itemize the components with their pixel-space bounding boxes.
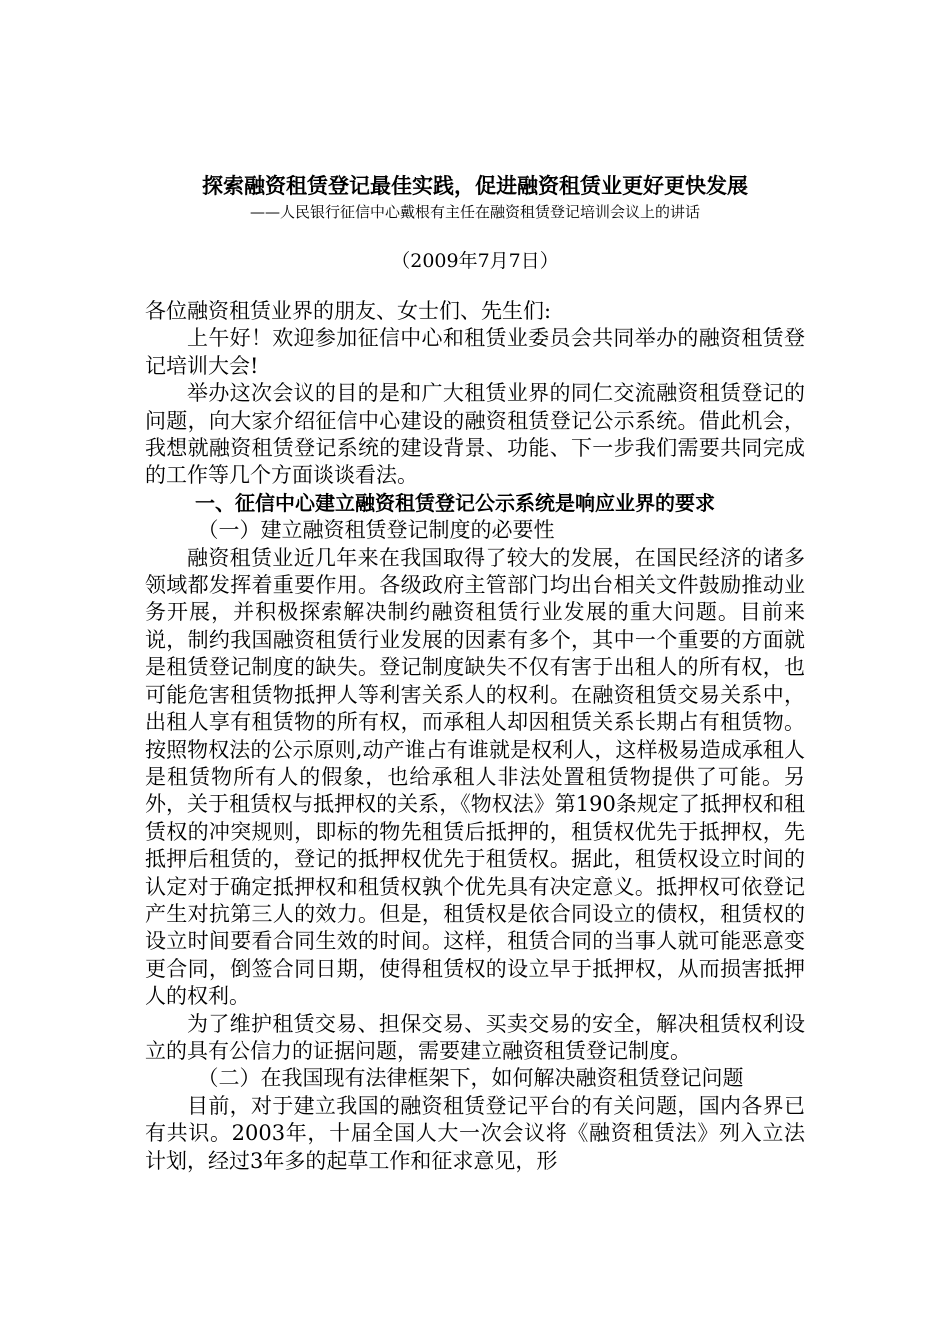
section-heading-1: 一、征信中心建立融资租赁登记公示系统是响应业界的要求: [195, 490, 715, 515]
salutation: 各位融资租赁业界的朋友、女士们、先生们:: [145, 299, 552, 323]
document-subtitle: ——人民银行征信中心戴根有主任在融资租赁登记培训会议上的讲话: [249, 203, 700, 221]
paragraph-consensus: 目前，对于建立我国的融资租赁登记平台的有关问题，国内各界已有共识。2003年，十届全国人大一次会议将《融资租赁法》列入立法计划，经过3年多的起草工作和征求意见，形: [145, 1093, 805, 1173]
subsection-heading-2: （二）在我国现有法律框架下，如何解决融资租赁登记问题: [197, 1066, 744, 1091]
speech-date: （2009年7月7日）: [391, 250, 559, 272]
paragraph-conclusion: 为了维护租赁交易、担保交易、买卖交易的安全，解决租赁权利设立的具有公信力的证据问题，需要建立融资租赁登记制度。: [145, 1011, 805, 1063]
document-title: 探索融资租赁登记最佳实践，促进融资租赁业更好更快发展: [202, 174, 748, 198]
paragraph-purpose: 举办这次会议的目的是和广大租赁业界的同仁交流融资租赁登记的问题，向大家介绍征信中心建设的融资租赁登记公示系统。借此机会，我想就融资租赁登记系统的建设背景、功能、下一步我们需要共同完成的工作等几个方面谈谈看法。: [145, 381, 805, 488]
subsection-heading-1: （一）建立融资租赁登记制度的必要性: [197, 518, 555, 543]
document-body: [145, 298, 805, 1175]
paragraph-greeting: 上午好！欢迎参加征信中心和租赁业委员会共同举办的融资租赁登记培训大会!: [145, 326, 805, 378]
paragraph-necessity: 融资租赁业近几年来在我国取得了较大的发展，在国民经济的诸多领域都发挥着重要作用。各级政府主管部门均出台相关文件鼓励推动业务开展，并积极探索解决制约融资租赁行业发展的重大问题。目前来说，制约我国融资租赁行业发展的因素有多个，其中一个重要的方面就是租赁登记制度的缺失。登记制度缺失不仅有害于出租人的所有权，也可能危害租赁物抵押人等利害关系人的权利。在融资租赁交易关系中，出租人享有租赁物的所有权，而承租人却因租赁关系长期占有租赁物。按照物权法的公示原则,动产谁占有谁就是权利人，这样极易造成承租人是租赁物所有人的假象，也给承租人非法处置租赁物提供了可能。另外，关于租赁权与抵押权的关系，《物权法》第190条规定了抵押权和租赁权的冲突规则，即标的物先租赁后抵押的，租赁权优先于抵押权，先抵押后租赁的，登记的抵押权优先于租赁权。据此，租赁权设立时间的认定对于确定抵押权和租赁权孰个优先具有决定意义。抵押权可依登记产生对抗第三人的效力。但是，租赁权是依合同设立的债权，租赁权的设立时间要看合同生效的时间。这样，租赁合同的当事人就可能恶意变更合同，倒签合同日期，使得租赁权的设立早于抵押权，从而损害抵押人的权利。: [145, 545, 805, 1009]
